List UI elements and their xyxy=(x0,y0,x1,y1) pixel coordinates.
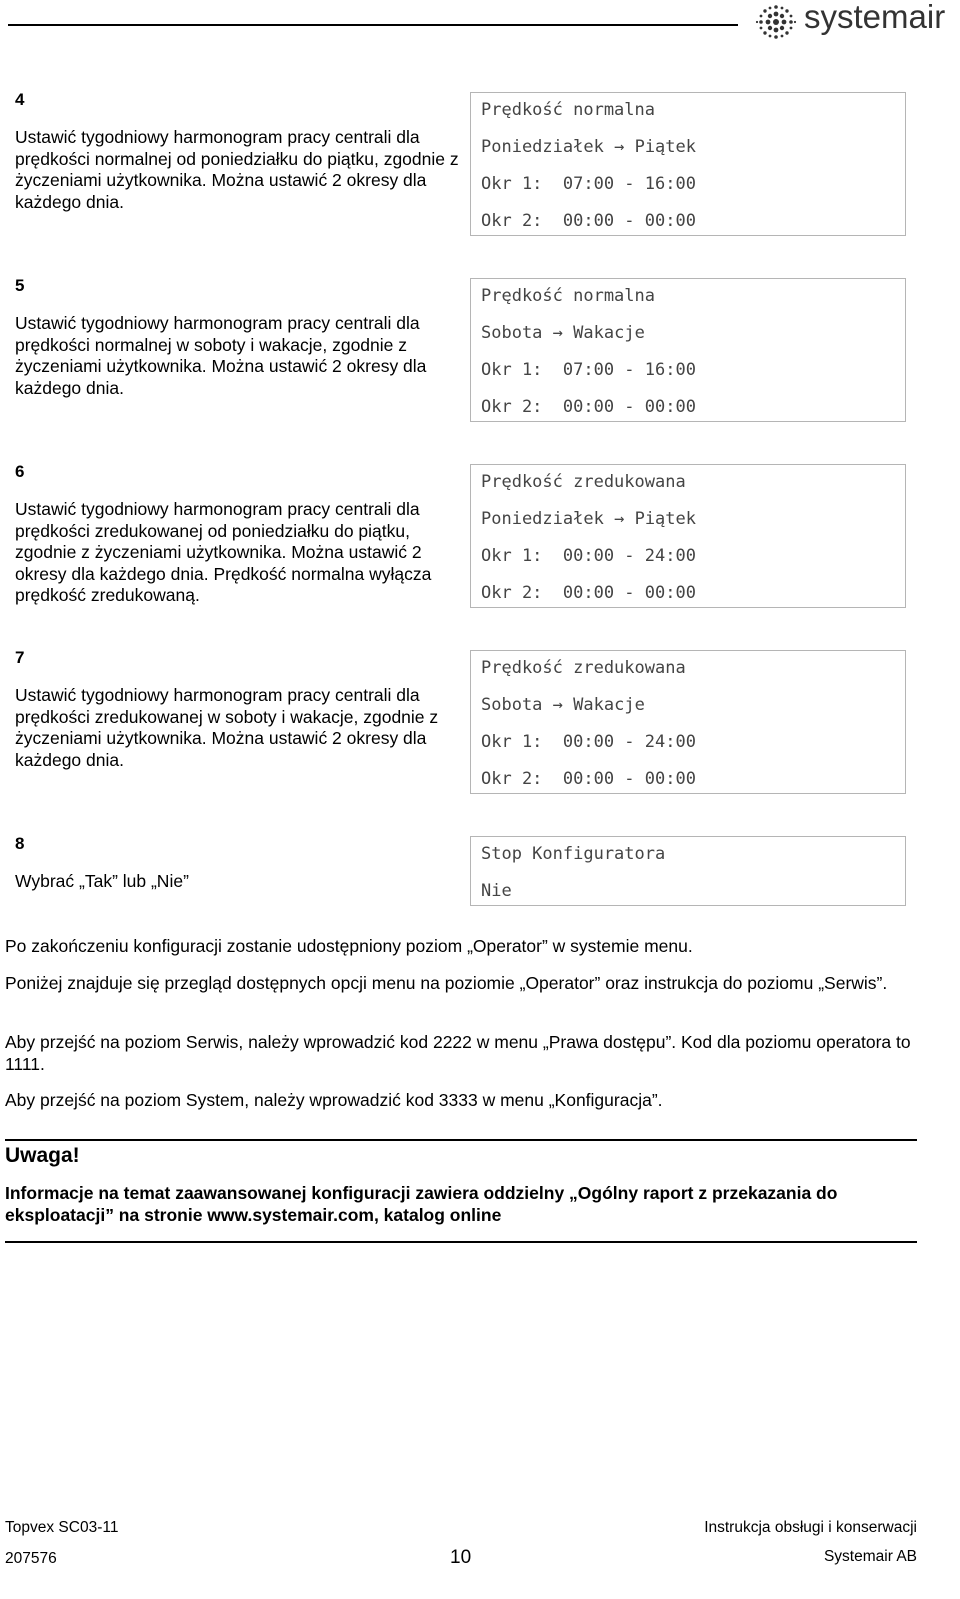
step-number: 8 xyxy=(15,834,25,853)
lcd-line-title: Stop Konfiguratora xyxy=(481,844,666,864)
lcd-line-period-2: Okr 2: 00:00 - 00:00 xyxy=(481,211,696,231)
footer-doc-number: 207576 xyxy=(5,1550,57,1567)
arrow-right-icon: → xyxy=(614,137,625,157)
step-number: 5 xyxy=(15,276,25,295)
systemair-logo xyxy=(754,0,950,44)
lcd-line-days xyxy=(481,323,645,343)
footer-company: Systemair AB xyxy=(823,1548,917,1565)
day-from: Poniedziałek xyxy=(481,509,604,529)
step-instruction: Ustawić tygodniowy harmonogram pracy centrali dla prędkości zredukowanej w soboty i wakacje, zgodnie z życzeniami użytkownika. Można ustawić 2 okresy dla każdego dnia. xyxy=(15,685,439,770)
step-instruction: Wybrać „Tak” lub „Nie” xyxy=(15,871,189,891)
footer-doc-title: Instrukcja obsługi i konserwacji xyxy=(704,1519,917,1536)
step-number: 4 xyxy=(15,90,25,109)
lcd-display xyxy=(470,278,906,422)
step-number: 6 xyxy=(15,462,25,481)
step-instruction: Ustawić tygodniowy harmonogram pracy centrali dla prędkości normalnej od poniedziałku do piątku, zgodnie z życzeniami użytkownika. Można ustawić 2 okresy dla każdego dnia. xyxy=(15,127,459,212)
lcd-line-period-2: Okr 2: 00:00 - 00:00 xyxy=(481,769,696,789)
arrow-right-icon: → xyxy=(552,695,563,715)
footer-page-number: 10 xyxy=(450,1547,472,1568)
lcd-line-period-2: Okr 2: 00:00 - 00:00 xyxy=(481,583,696,603)
systemair-dot-logo-icon xyxy=(754,2,798,42)
logo-wordmark: systemair xyxy=(804,0,946,35)
day-to: Wakacje xyxy=(573,323,645,343)
day-to: Piątek xyxy=(634,137,696,157)
lcd-line-title: Prędkość normalna xyxy=(481,286,655,306)
lcd-display xyxy=(470,92,906,236)
note-bottom-rule xyxy=(5,1241,917,1243)
lcd-line-period-1: Okr 1: 07:00 - 16:00 xyxy=(481,360,696,380)
day-from: Sobota xyxy=(481,323,543,343)
lcd-line-title: Prędkość normalna xyxy=(481,100,655,120)
lcd-display xyxy=(470,836,906,906)
lcd-line-value: Nie xyxy=(481,881,512,901)
paragraph: Aby przejść na poziom System, należy wprowadzić kod 3333 w menu „Konfiguracja”. xyxy=(5,1090,663,1110)
lcd-line-period-1: Okr 1: 00:00 - 24:00 xyxy=(481,546,696,566)
step-instruction: Ustawić tygodniowy harmonogram pracy centrali dla prędkości zredukowanej od poniedziałku do piątku, zgodnie z życzeniami użytkownika. Można ustawić 2 okresy dla każdego dnia. Prędkość normalna wyłącza prędkość zredukowaną. xyxy=(15,499,432,605)
step-number: 7 xyxy=(15,648,25,667)
lcd-display xyxy=(470,464,906,608)
lcd-line-period-1: Okr 1: 07:00 - 16:00 xyxy=(481,174,696,194)
note-top-rule xyxy=(5,1139,917,1141)
day-from: Sobota xyxy=(481,695,543,715)
day-to: Wakacje xyxy=(573,695,645,715)
lcd-line-period-1: Okr 1: 00:00 - 24:00 xyxy=(481,732,696,752)
note-title: Uwaga! xyxy=(5,1144,80,1167)
day-to: Piątek xyxy=(634,509,696,529)
note-body: Informacje na temat zaawansowanej konfiguracji zawiera oddzielny „Ogólny raport z przekazania do eksploatacji” na stronie www.systemair.com, katalog online xyxy=(5,1183,838,1225)
lcd-line-days xyxy=(481,137,696,157)
footer-product: Topvex SC03-11 xyxy=(5,1519,119,1536)
header-rule xyxy=(8,24,738,26)
day-from: Poniedziałek xyxy=(481,137,604,157)
lcd-line-days xyxy=(481,509,696,529)
step-instruction: Ustawić tygodniowy harmonogram pracy centrali dla prędkości normalnej w soboty i wakacje, zgodnie z życzeniami użytkownika. Można ustawić 2 okresy dla każdego dnia. xyxy=(15,313,427,398)
lcd-display xyxy=(470,650,906,794)
paragraph: Po zakończeniu konfiguracji zostanie udostępniony poziom „Operator” w systemie menu. xyxy=(5,936,693,956)
lcd-line-title: Prędkość zredukowana xyxy=(481,658,686,678)
lcd-line-title: Prędkość zredukowana xyxy=(481,472,686,492)
lcd-line-period-2: Okr 2: 00:00 - 00:00 xyxy=(481,397,696,417)
paragraph: Poniżej znajduje się przegląd dostępnych opcji menu na poziomie „Operator” oraz instrukcja do poziomu „Serwis”. xyxy=(5,973,888,993)
arrow-right-icon: → xyxy=(552,323,563,343)
paragraph: Aby przejść na poziom Serwis, należy wprowadzić kod 2222 w menu „Prawa dostępu”. Kod dla poziomu operatora to 1111. xyxy=(5,1032,911,1074)
arrow-right-icon: → xyxy=(614,509,625,529)
lcd-line-days xyxy=(481,695,645,715)
